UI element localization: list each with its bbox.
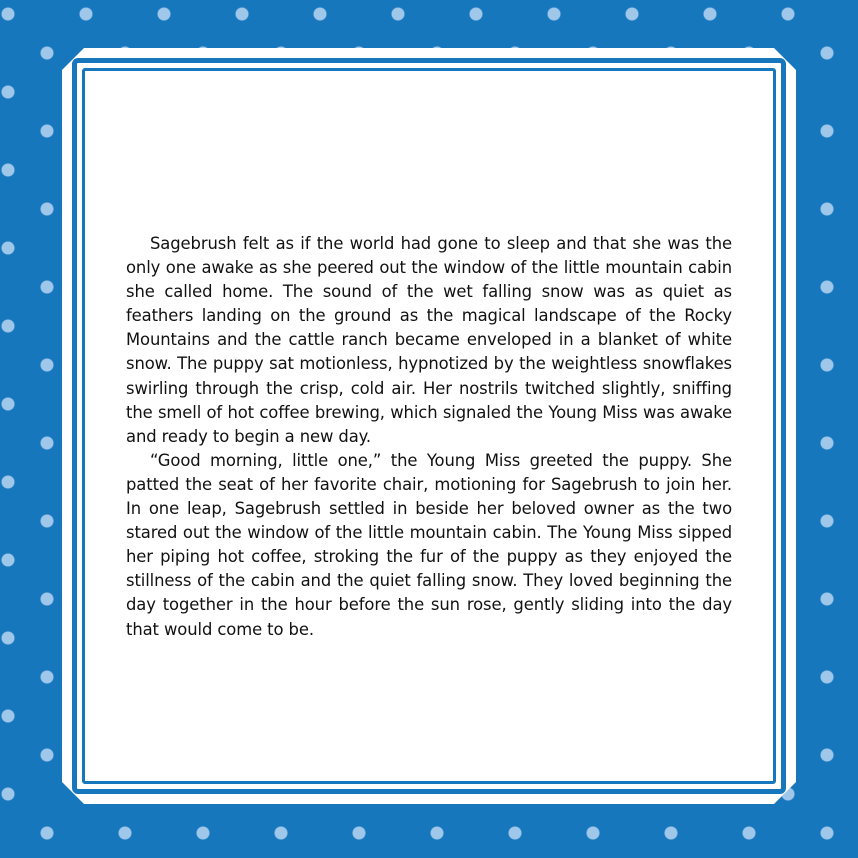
story-text (126, 232, 732, 642)
story-paragraph-1: Sagebrush felt as if the world had gone to sleep and that she was the only one awake as she peered out the window of the little mountain cabin she called home. The sound of the wet falling snow was as quiet as feathers landing on the ground as the magical landscape of the Rocky Mountains and the cattle ranch became enveloped in a blanket of white snow. The puppy sat motionless, hypnotized by the weightless snowflakes swirling through the crisp, cold air. Her nostrils twitched slightly, sniffing the smell of hot coffee brewing, which signaled the Young Miss was awake and ready to begin a new day. (126, 234, 732, 446)
story-paragraph-2: “Good morning, little one,” the Young Miss greeted the puppy. She patted the seat of her favorite chair, motioning for Sagebrush to join her. In one leap, Sagebrush settled in beside her beloved owner as the two stared out the window of the little mountain cabin. The Young Miss sipped her piping hot coffee, stroking the fur of the puppy as they enjoyed the stillness of the cabin and the quiet falling snow. They loved beginning the day together in the hour before the sun rose, gently sliding into the day that would come to be. (126, 450, 732, 639)
